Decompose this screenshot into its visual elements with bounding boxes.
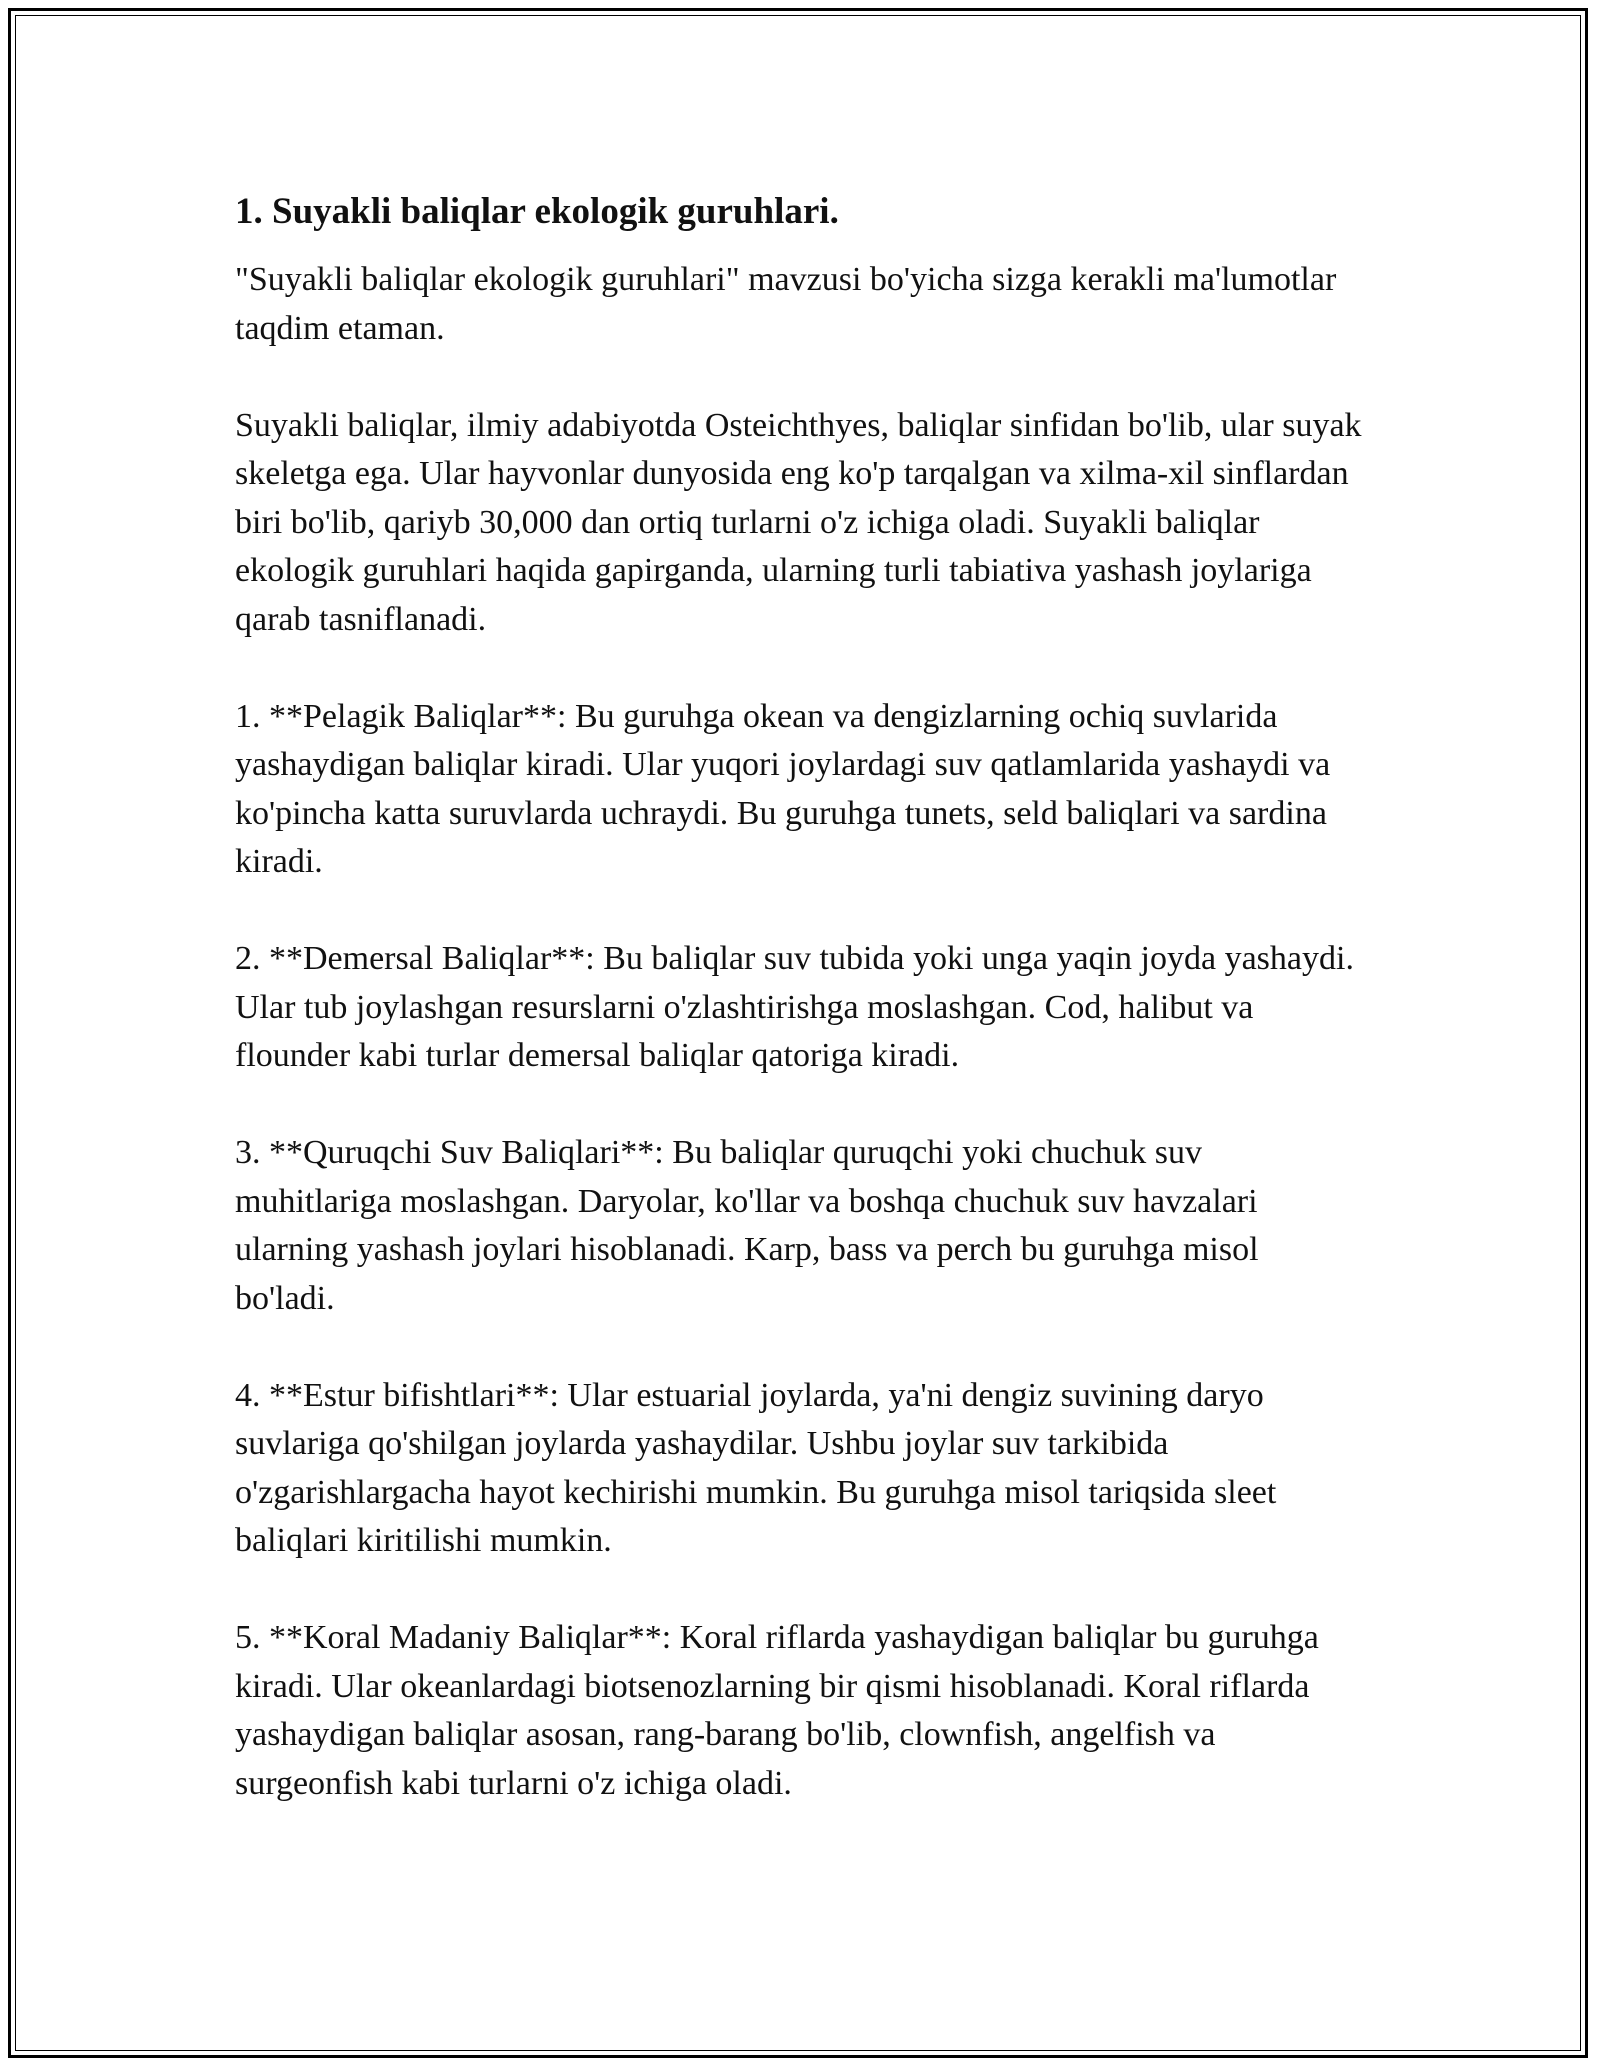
paragraph-overview: Suyakli baliqlar, ilmiy adabiyotda Osteichthyes, baliqlar sinfidan bo'lib, ular suyak skeletga ega. Ular hayvonlar dunyosida eng ko'p tarqalgan va xilma-xil sinflardan biri bo'lib, qariyb 30,000 dan ortiq turlarni o'z ichiga oladi. Suyakli baliqlar ekologik guruhlari haqida gapirganda, ularning turli tabiativa yashash joylariga qarab tasniflanadi. [235,406,1362,638]
paragraph-demersal: 2. **Demersal Baliqlar**: Bu baliqlar suv tubida yoki unga yaqin joyda yashaydi. Ular tub joylashgan resurslarni o'zlashtirishga moslashgan. Cod, halibut va flounder kabi turlar demersal baliqlar qatoriga kiradi. [235,940,1354,1074]
document-title: 1. Suyakli baliqlar ekologik guruhlari. [235,191,839,232]
paragraph-intro: "Suyakli baliqlar ekologik guruhlari" mavzusi bo'yicha sizga kerakli ma'lumotlar taqdim etaman. [235,261,1337,347]
paragraph-estuarine: 4. **Estur bifishtlari**: Ular estuarial joylarda, ya'ni dengiz suvining daryo suvlariga qo'shilgan joylarda yashaydilar. Ushbu joylar suv tarkibida o'zgarishlargacha hayot kechirishi mumkin. Bu guruhga misol tariqsida sleet baliqlari kiritilishi mumkin. [235,1376,1277,1559]
paragraph-freshwater: 3. **Quruqchi Suv Baliqlari**: Bu baliqlar quruqchi yoki chuchuk suv muhitlariga moslashgan. Daryolar, ko'llar va boshqa chuchuk suv havzalari ularning yashash joylari hisoblanadi. Karp, bass va perch bu guruhga misol bo'ladi. [235,1134,1259,1317]
paragraph-coral: 5. **Koral Madaniy Baliqlar**: Koral riflarda yashaydigan baliqlar bu guruhga kiradi. Ular okeanlardagi biotsenozlarning bir qismi hisoblanadi. Koral riflarda yashaydigan baliqlar asosan, rang-barang bo'lib, clownfish, angelfish va surgeonfish kabi turlarni o'z ichiga oladi. [235,1619,1319,1802]
paragraph-pelagic: 1. **Pelagik Baliqlar**: Bu guruhga okean va dengizlarning ochiq suvlarida yashaydigan baliqlar kiradi. Ular yuqori joylardagi suv qatlamlarida yashaydi va ko'pincha katta suruvlarda uchraydi. Bu guruhga tunets, seld baliqlari va sardina kiradi. [235,697,1331,880]
document-body [235,188,1365,1857]
